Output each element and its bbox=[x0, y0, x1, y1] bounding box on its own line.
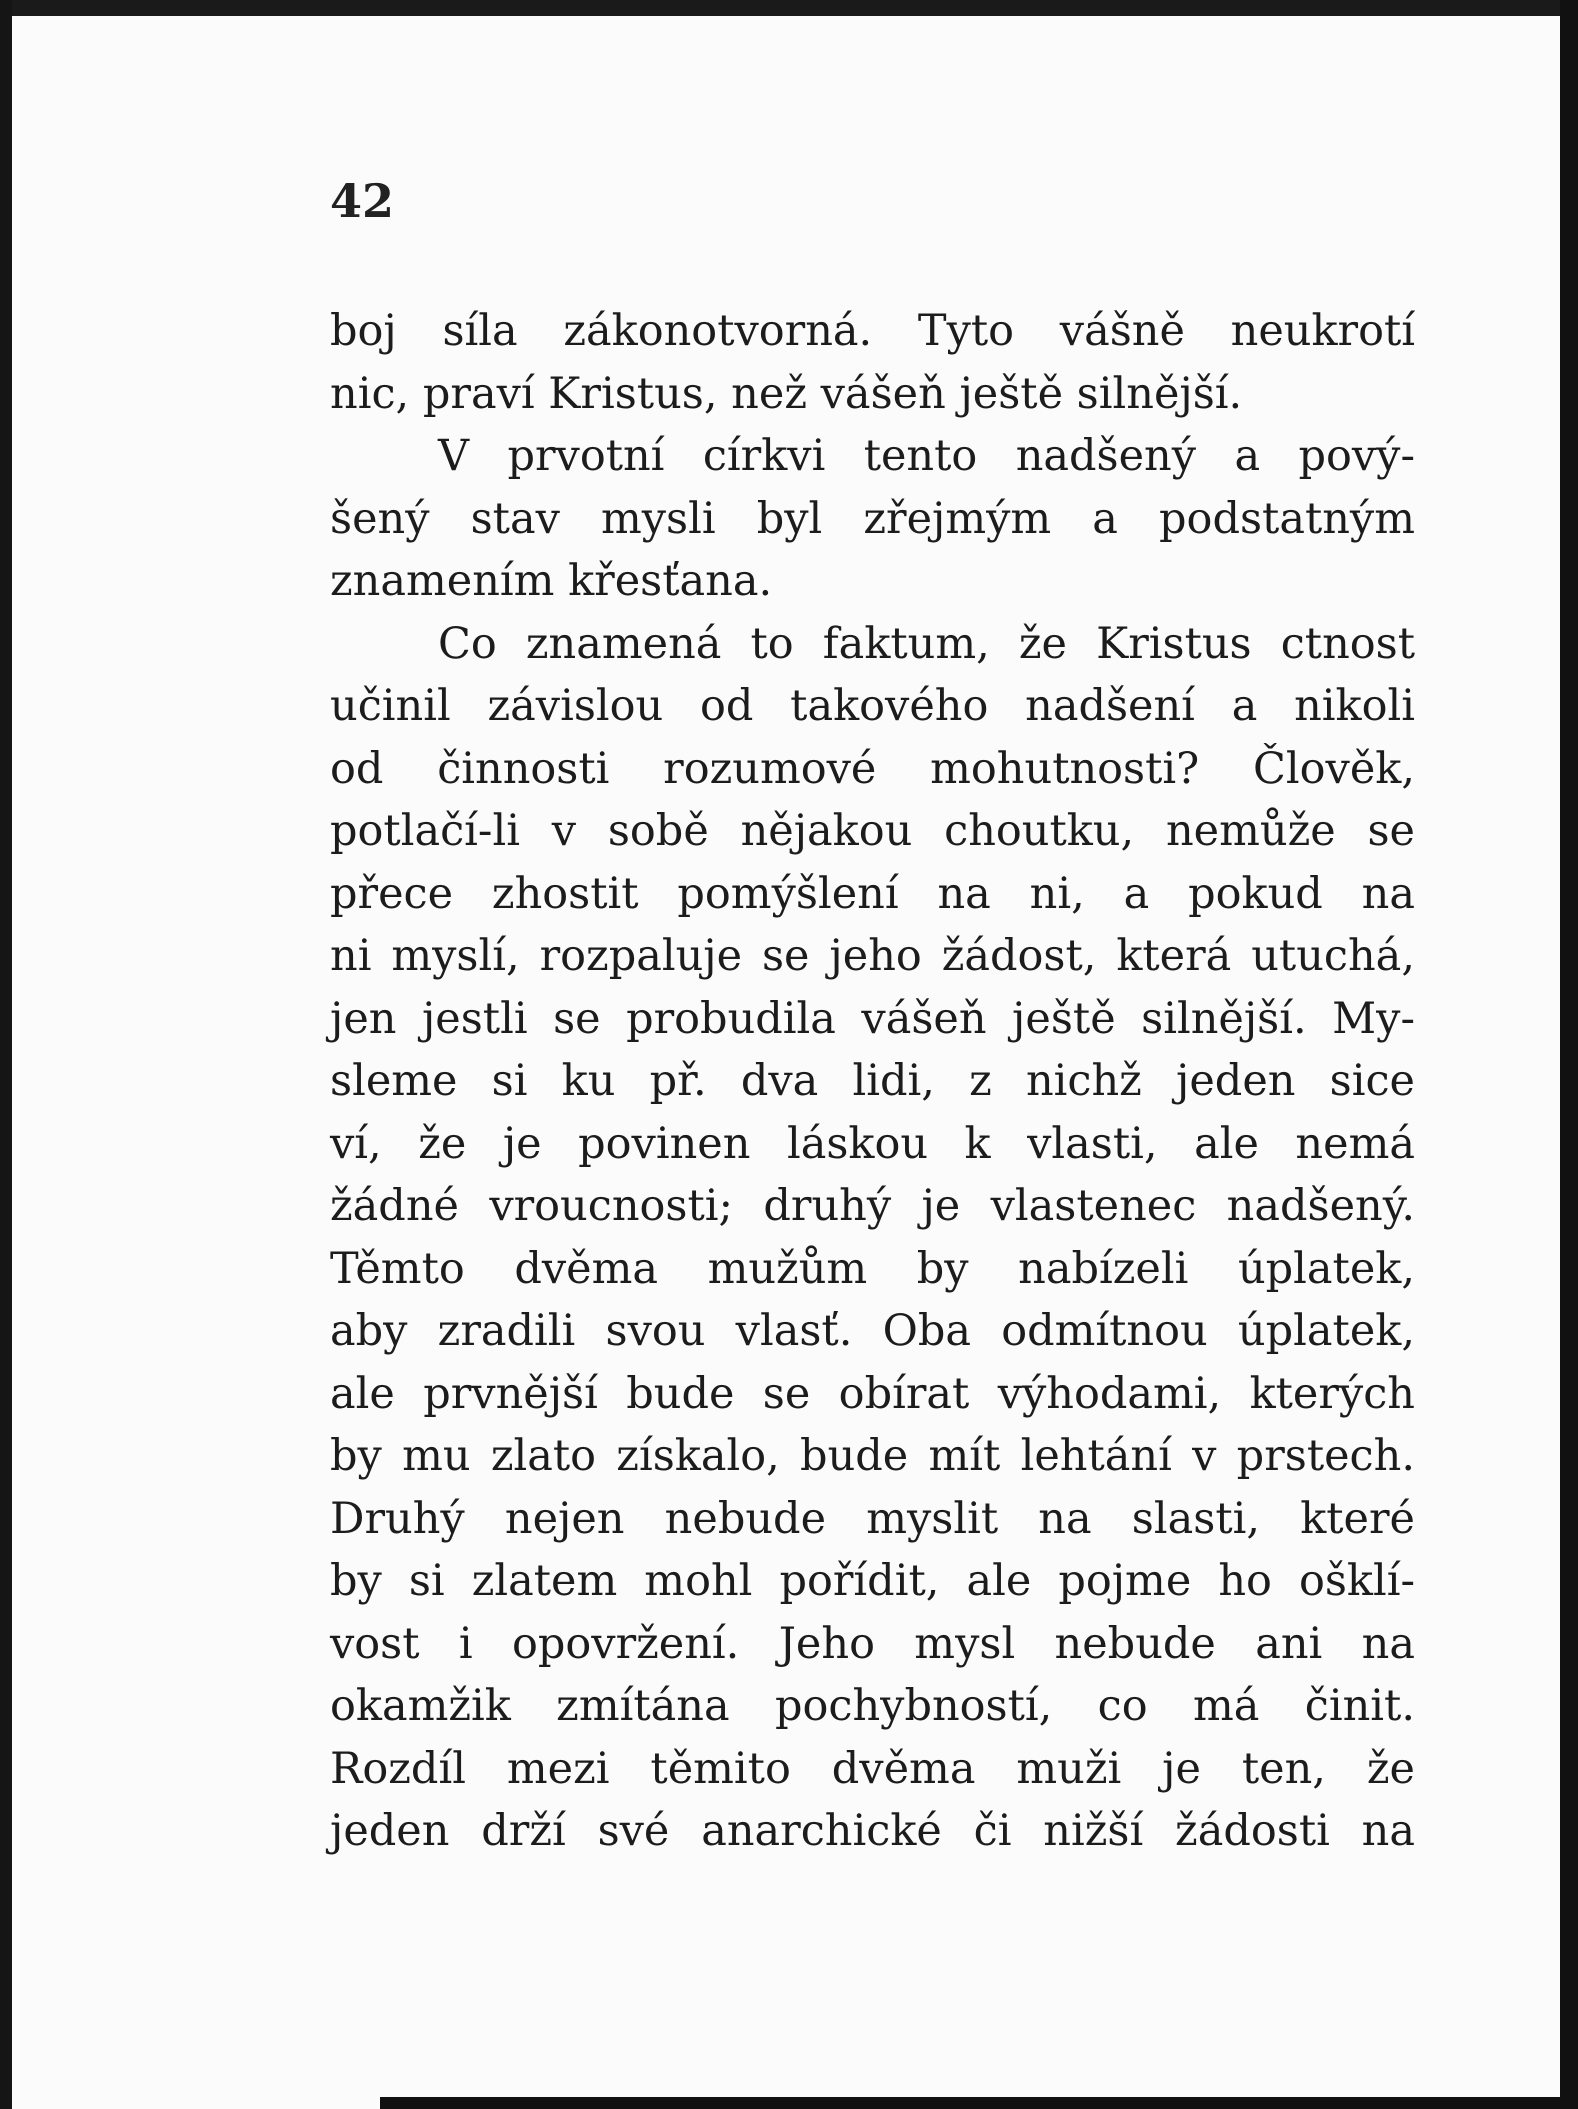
text-line: aby zradili svou vlasť. Oba odmítnou úplatek, bbox=[330, 1306, 1415, 1356]
text-line: vost i opovržení. Jeho mysl nebude ani na bbox=[330, 1618, 1415, 1669]
text-line: ví, že je povinen láskou k vlasti, ale nemá bbox=[330, 1118, 1415, 1169]
text-line: žádné vroucnosti; druhý je vlastenec nadšený. bbox=[330, 1181, 1415, 1231]
text-line: šený stav mysli byl zřejmým a podstatným bbox=[330, 493, 1415, 544]
text-line: Co znamená to faktum, že Kristus ctnost bbox=[438, 618, 1415, 669]
text-line: boj síla zákonotvorná. Tyto vášně neukrotí bbox=[330, 306, 1415, 356]
page-number: 42 bbox=[330, 174, 395, 228]
text-line: by mu zlato získalo, bude mít lehtání v prstech. bbox=[330, 1431, 1415, 1481]
scan-border-top bbox=[0, 0, 1578, 16]
text-line: Rozdíl mezi těmito dvěma muži je ten, že bbox=[330, 1743, 1415, 1794]
text-line: jeden drží své anarchické či nižší žádosti na bbox=[330, 1806, 1415, 1856]
text-line: Těmto dvěma mužům by nabízeli úplatek, bbox=[330, 1243, 1415, 1294]
text-line: jen jestli se probudila vášeň ještě silnější. My- bbox=[330, 993, 1415, 1044]
text-line: od činnosti rozumové mohutnosti? Člověk, bbox=[330, 743, 1415, 794]
text-line: potlačí-li v sobě nějakou choutku, nemůže se bbox=[330, 806, 1415, 856]
text-line: ale prvnější bude se obírat výhodami, kterých bbox=[330, 1368, 1415, 1419]
text-line: okamžik zmítána pochybností, co má činit. bbox=[330, 1681, 1415, 1731]
text-line: ni myslí, rozpaluje se jeho žádost, která utuchá, bbox=[330, 931, 1415, 981]
text-line: přece zhostit pomýšlení na ni, a pokud na bbox=[330, 868, 1415, 919]
body-text bbox=[330, 300, 1415, 1863]
text-line: by si zlatem mohl pořídit, ale pojme ho ošklí- bbox=[330, 1556, 1415, 1606]
scan-border-left bbox=[0, 0, 12, 2109]
text-line: V prvotní církvi tento nadšený a pový- bbox=[438, 431, 1415, 481]
text-line: nic, praví Kristus, než vášeň ještě silnější. bbox=[330, 368, 1243, 419]
text-line: učinil závislou od takového nadšení a nikoli bbox=[330, 681, 1415, 731]
text-line: znamením křesťana. bbox=[330, 556, 773, 606]
text-line: Druhý nejen nebude myslit na slasti, které bbox=[330, 1493, 1415, 1544]
scan-border-right bbox=[1560, 0, 1578, 2109]
scan-border-bottom bbox=[380, 2097, 1578, 2109]
text-line: sleme si ku př. dva lidi, z nichž jeden sice bbox=[330, 1056, 1415, 1106]
